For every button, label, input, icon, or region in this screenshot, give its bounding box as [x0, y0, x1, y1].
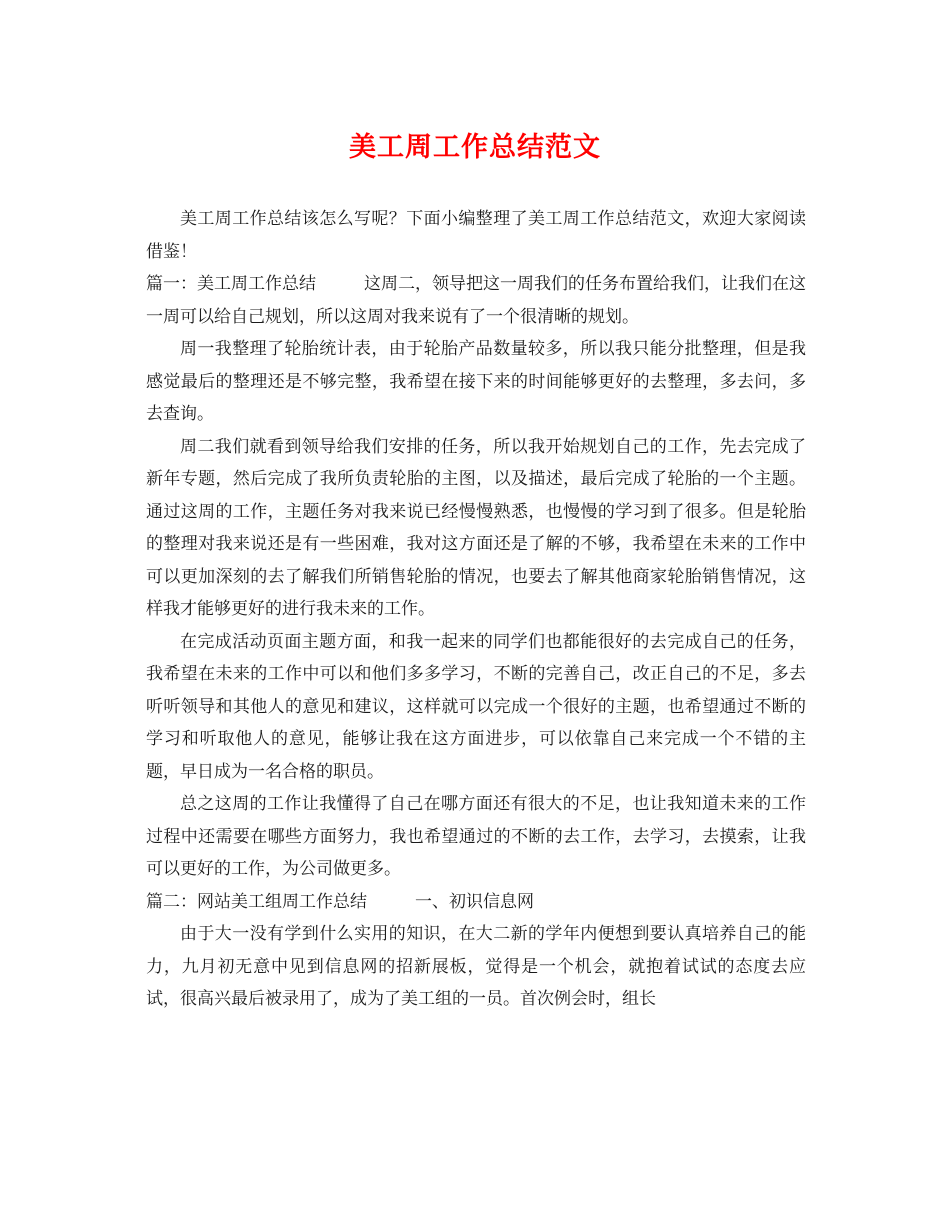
section1-paragraph-4: 总之这周的工作让我懂得了自己在哪方面还有很大的不足，也让我知道未来的工作过程中还需要在哪些方面努力，我也希望通过的不断的去工作，去学习，去摸索，让我可以更好的工作，为公司做更多。 [146, 794, 806, 879]
section1-paragraph-3: 在完成活动页面主题方面，和我一起来的同学们也都能很好的去完成自己的任务，我希望在未来的工作中可以和他们多多学习，不断的完善自己，改正自己的不足，多去听听领导和其他人的意见和建议，这样就可以完成一个很好的主题，也希望通过不断的学习和听取他人的意见，能够让我在这方面进步，可以依靠自己来完成一个不错的主题，早日成为一名合格的职员。 [146, 631, 806, 782]
intro-paragraph: 美工周工作总结该怎么写呢？下面小编整理了美工周工作总结范文，欢迎大家阅读借鉴！ [146, 209, 806, 262]
section1-heading: 篇一：美工周工作总结 [146, 274, 316, 294]
section1-lead: 这周二，领导把这一周我们的任务布置给我们，让我们在这一周可以给自己规划，所以这周对我来说有了一个很清晰的规划。 [146, 274, 806, 327]
section2-paragraph-1: 由于大一没有学到什么实用的知识，在大二新的学年内便想到要认真培养自己的能力，九月初无意中见到信息网的招新展板，觉得是一个机会，就抱着试试的态度去应试，很高兴最后被录用了，成为了美工组的一员。首次例会时，组长 [146, 924, 806, 1009]
section1-opening [146, 268, 806, 333]
section2-lead: 一、初识信息网 [415, 891, 534, 912]
section1-paragraph-1: 周一我整理了轮胎统计表，由于轮胎产品数量较多，所以我只能分批整理，但是我感觉最后的整理还是不够完整，我希望在接下来的时间能够更好的去整理，多去问，多去查询。 [146, 339, 806, 424]
document-title: 美工周工作总结范文 [349, 132, 601, 163]
section1-paragraph-2: 周二我们就看到领导给我们安排的任务，所以我开始规划自己的工作，先去完成了新年专题，然后完成了我所负责轮胎的主图，以及描述，最后完成了轮胎的一个主题。通过这周的工作，主题任务对我来说已经慢慢熟悉，也慢慢的学习到了很多。但是轮胎的整理对我来说还是有一些困难，我对这方面还是了解的不够，我希望在未来的工作中可以更加深刻的去了解我们所销售轮胎的情况，也要去了解其他商家轮胎销售情况，这样我才能够更好的进行我未来的工作。 [146, 436, 806, 619]
section2-heading: 篇二：网站美工组周工作总结 [146, 891, 367, 912]
section2-opening [146, 886, 806, 919]
document-body [146, 203, 806, 1016]
